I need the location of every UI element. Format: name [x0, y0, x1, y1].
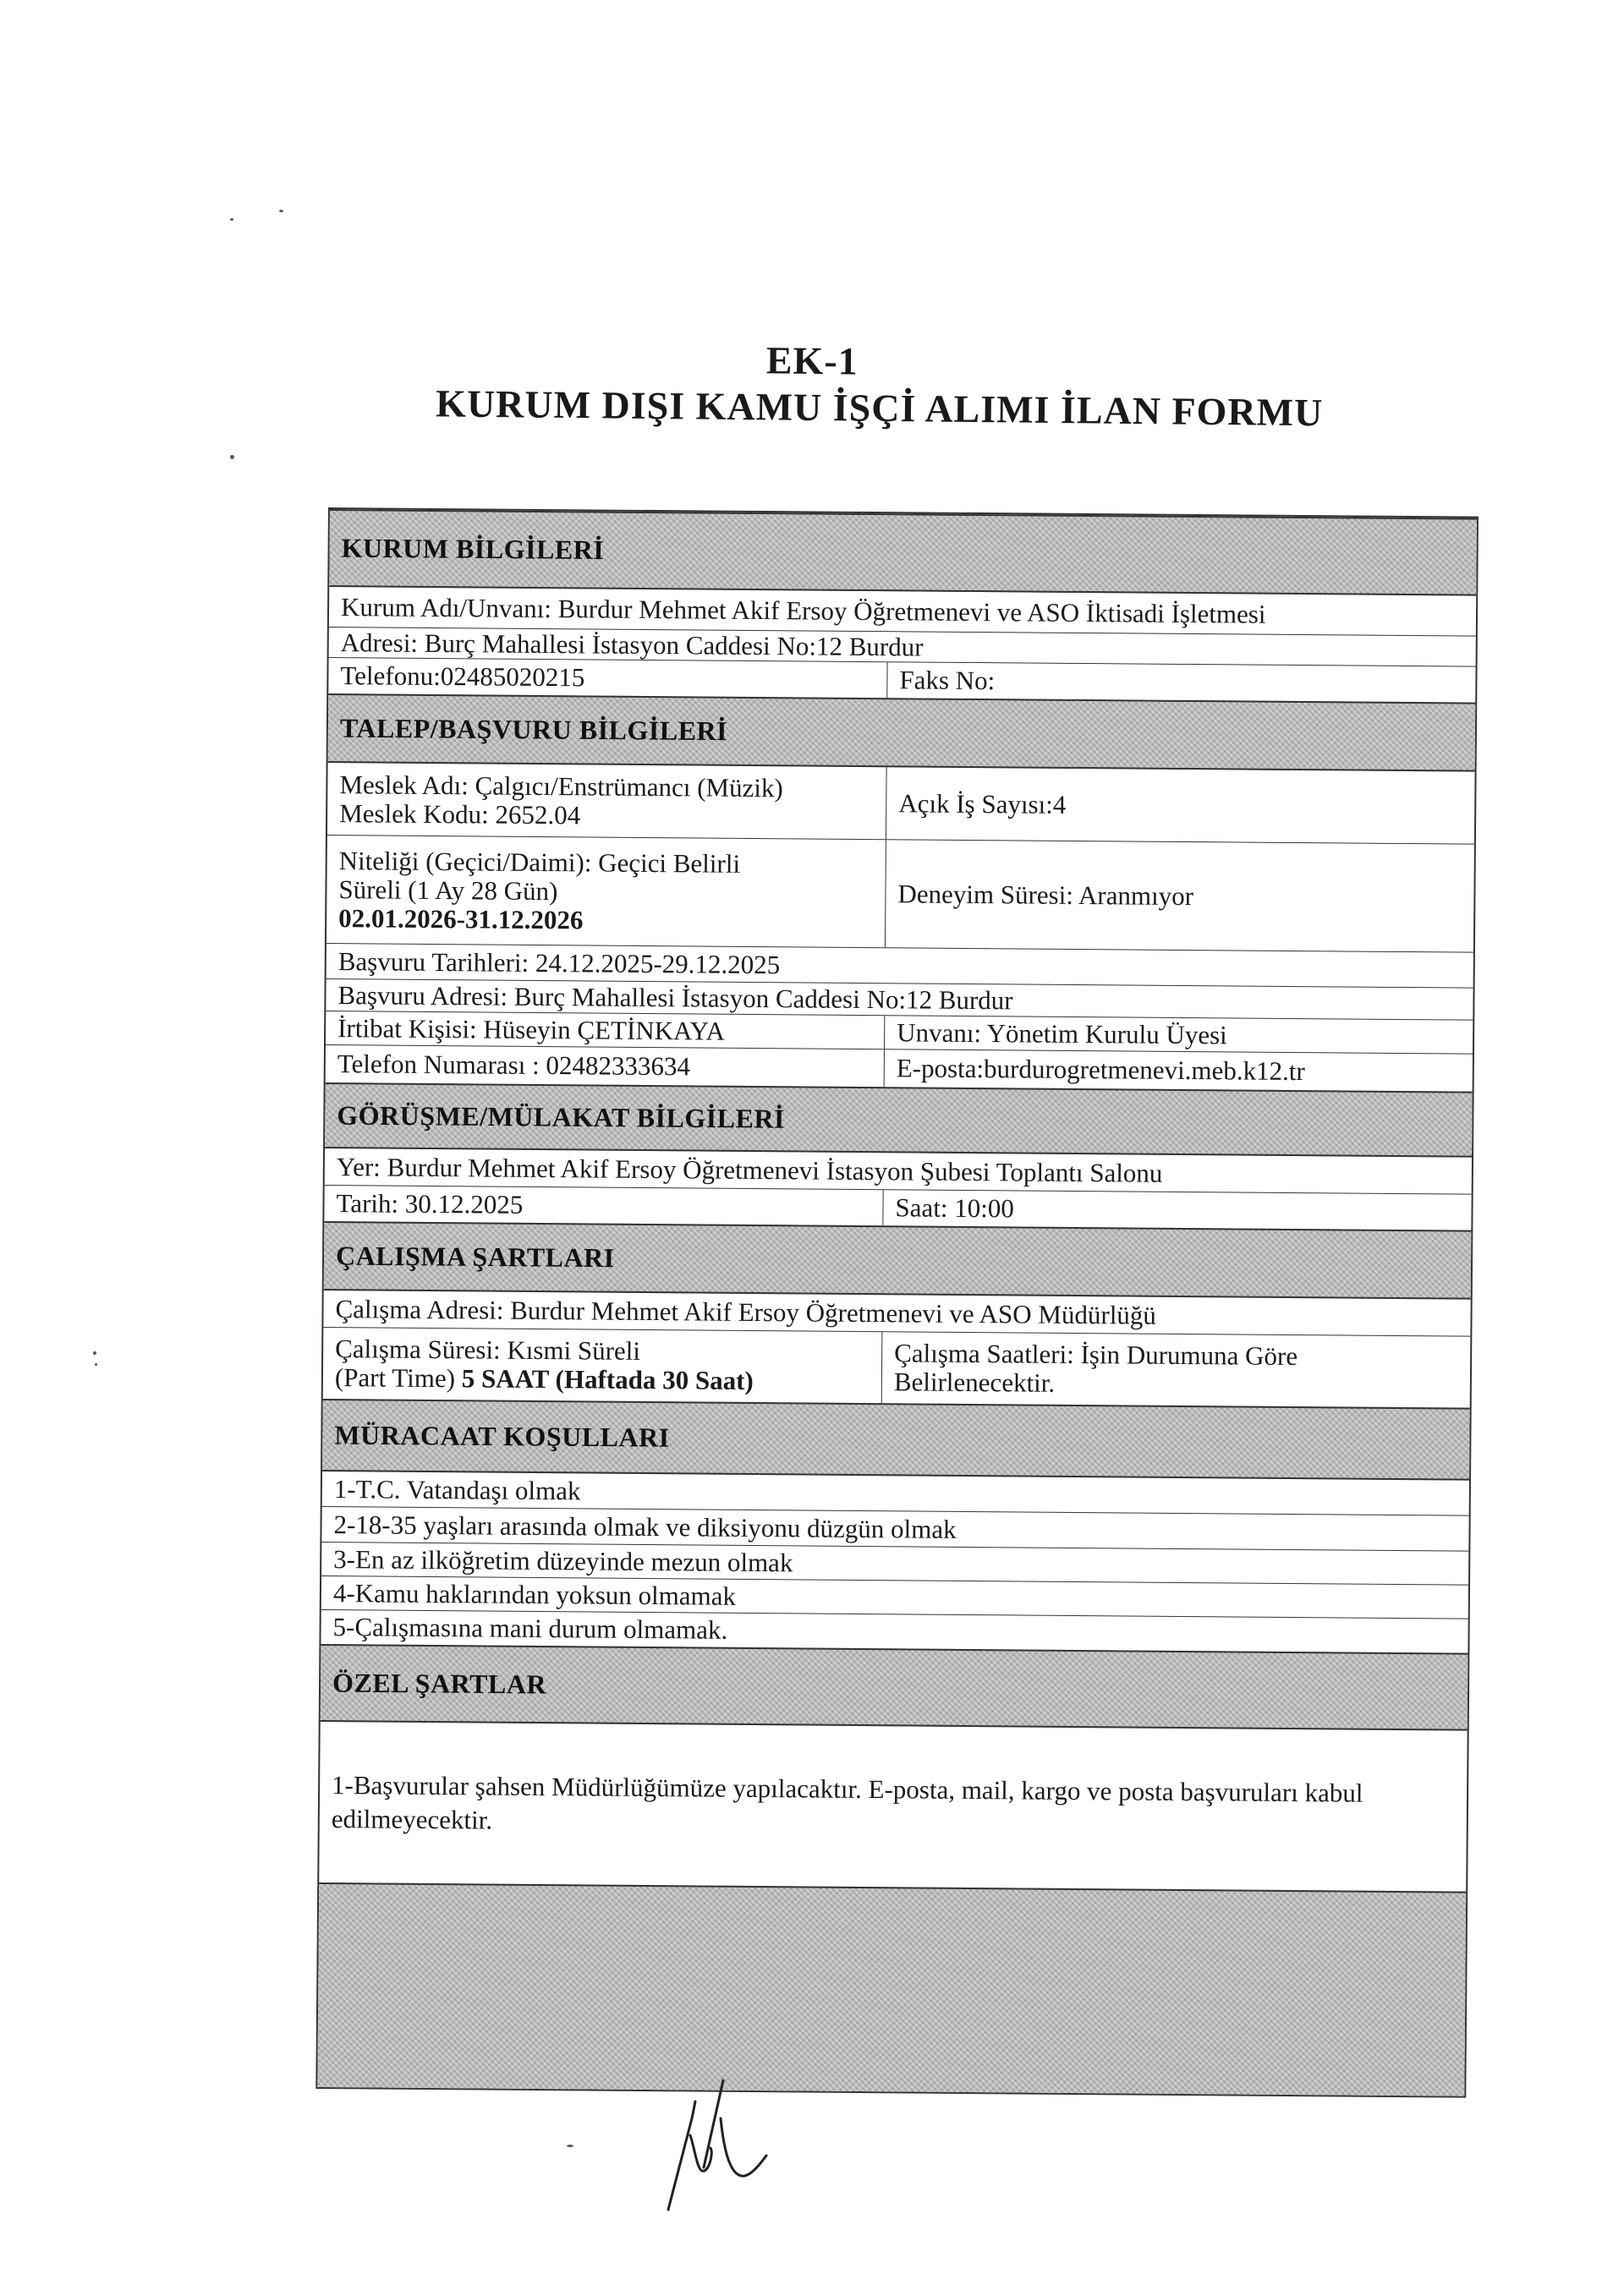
- condition-3: 3-En az ilköğretim düzeyinde mezun olmak: [333, 1543, 793, 1577]
- condition-1: 1-T.C. Vatandaşı olmak: [333, 1473, 581, 1505]
- signature-icon: [643, 2068, 778, 2211]
- scan-speck: [230, 218, 233, 221]
- condition-5: 5-Çalışmasına mani durum olmamak.: [332, 1612, 728, 1645]
- calisma-suresi-hours: 5 SAAT (Haftada 30 Saat): [461, 1363, 754, 1395]
- scan-speck: [93, 1351, 96, 1355]
- scan-speck: [567, 2145, 573, 2147]
- section-muracaat-title: MÜRACAAT KOŞULLARI: [334, 1419, 670, 1453]
- section-muracaat-header: [322, 1399, 1470, 1481]
- eposta: E-posta:burdurogretmenevi.meb.k12.tr: [896, 1053, 1305, 1087]
- bottom-shaded-area: [317, 1882, 1466, 2096]
- basvuru-tarihleri: Başvuru Tarihleri: 24.12.2025-29.12.2025: [337, 945, 781, 979]
- irtibat-kisisi: İrtibat Kişisi: Hüseyin ÇETİNKAYA: [337, 1012, 726, 1046]
- form-title: KURUM DIŞI KAMU İŞÇİ ALIMI İLAN FORMU: [435, 381, 1324, 435]
- section-calisma-title: ÇALIŞMA ŞARTLARI: [335, 1240, 615, 1274]
- calisma-saatleri-line-1: Çalışma Saatleri: İşin Durumuna Göre: [894, 1338, 1298, 1372]
- kurum-fax: Faks No:: [899, 665, 996, 696]
- nitelik-dates: 02.01.2026-31.12.2026: [338, 902, 584, 934]
- scan-speck: [279, 210, 283, 212]
- scan-speck: [95, 1363, 97, 1366]
- section-kurum-title: KURUM BİLGİLERİ: [341, 532, 605, 566]
- nitelik-line-1: Niteliği (Geçici/Daimi): Geçici Belirli: [338, 845, 741, 879]
- calisma-sure-row: [323, 1328, 1471, 1408]
- meslek-adi: Meslek Adı: Çalgıcı/Enstrümancı (Müzik): [339, 769, 783, 803]
- irtibat-unvan: Unvanı: Yönetim Kurulu Üyesi: [897, 1016, 1227, 1049]
- section-ozel-title: ÖZEL ŞARTLAR: [332, 1667, 547, 1700]
- calisma-suresi-line-1: Çalışma Süresi: Kısmi Süreli: [335, 1334, 641, 1366]
- condition-2: 2-18-35 yaşları arasında olmak ve diksiyonu düzgün olmak: [333, 1509, 957, 1544]
- meslek-kodu: Meslek Kodu: 2652.04: [339, 797, 581, 830]
- basvuru-adresi: Başvuru Adresi: Burç Mahallesi İstasyon Caddesi No:12 Burdur: [337, 979, 1013, 1015]
- section-gorusme-header: [325, 1082, 1473, 1158]
- kurum-name: Kurum Adı/Unvanı: Burdur Mehmet Akif Ersoy Öğretmenevi ve ASO İktisadi İşletmesi: [340, 591, 1266, 629]
- ozel-text: 1-Başvurular şahsen Müdürlüğümüze yapılacaktır. E-posta, mail, kargo ve posta başvuruları kabul edilmeyecektir.: [331, 1770, 1363, 1835]
- calisma-suresi-line-2: (Part Time): [334, 1362, 456, 1394]
- gorusme-tarih: Tarih: 30.12.2025: [336, 1188, 524, 1219]
- calisma-saatleri-line-2: Belirlenecektir.: [893, 1367, 1056, 1398]
- section-talep-title: TALEP/BAŞVURU BİLGİLERİ: [339, 712, 728, 747]
- gorusme-saat: Saat: 10:00: [895, 1192, 1015, 1224]
- telefon-numarasi: Telefon Numarası : 02482333634: [337, 1049, 691, 1082]
- ozel-text-row: [319, 1722, 1467, 1892]
- section-ozel-header: [321, 1644, 1468, 1731]
- kurum-phone: Telefonu:02485020215: [340, 660, 585, 693]
- form-code: EK-1: [765, 338, 859, 383]
- scan-speck: [230, 455, 234, 459]
- gorusme-yer: Yer: Burdur Mehmet Akif Ersoy Öğretmenevi İstasyon Şubesi Toplantı Salonu: [336, 1151, 1163, 1188]
- talep-nitelik-row: [326, 836, 1474, 953]
- talep-meslek-row: [327, 763, 1475, 845]
- nitelik-line-2: Süreli (1 Ay 28 Gün): [338, 874, 558, 906]
- section-gorusme-title: GÖRÜŞME/MÜLAKAT BİLGİLERİ: [337, 1099, 786, 1134]
- announcement-form: [315, 507, 1479, 2098]
- condition-4: 4-Kamu haklarından yoksun olmamak: [332, 1577, 737, 1611]
- deneyim-suresi: Deneyim Süresi: Aranmıyor: [897, 878, 1194, 911]
- calisma-adresi: Çalışma Adresi: Burdur Mehmet Akif Ersoy Öğretmenevi ve ASO Müdürlüğü: [335, 1293, 1157, 1330]
- section-talep-header: [328, 693, 1476, 772]
- acik-is-sayisi: Açık İş Sayısı:4: [898, 787, 1067, 819]
- kurum-address: Adresi: Burç Mahallesi İstasyon Caddesi No:12 Burdur: [340, 627, 924, 662]
- section-calisma-header: [324, 1221, 1472, 1300]
- title-block: [0, 330, 1624, 440]
- section-kurum-header: [329, 509, 1477, 596]
